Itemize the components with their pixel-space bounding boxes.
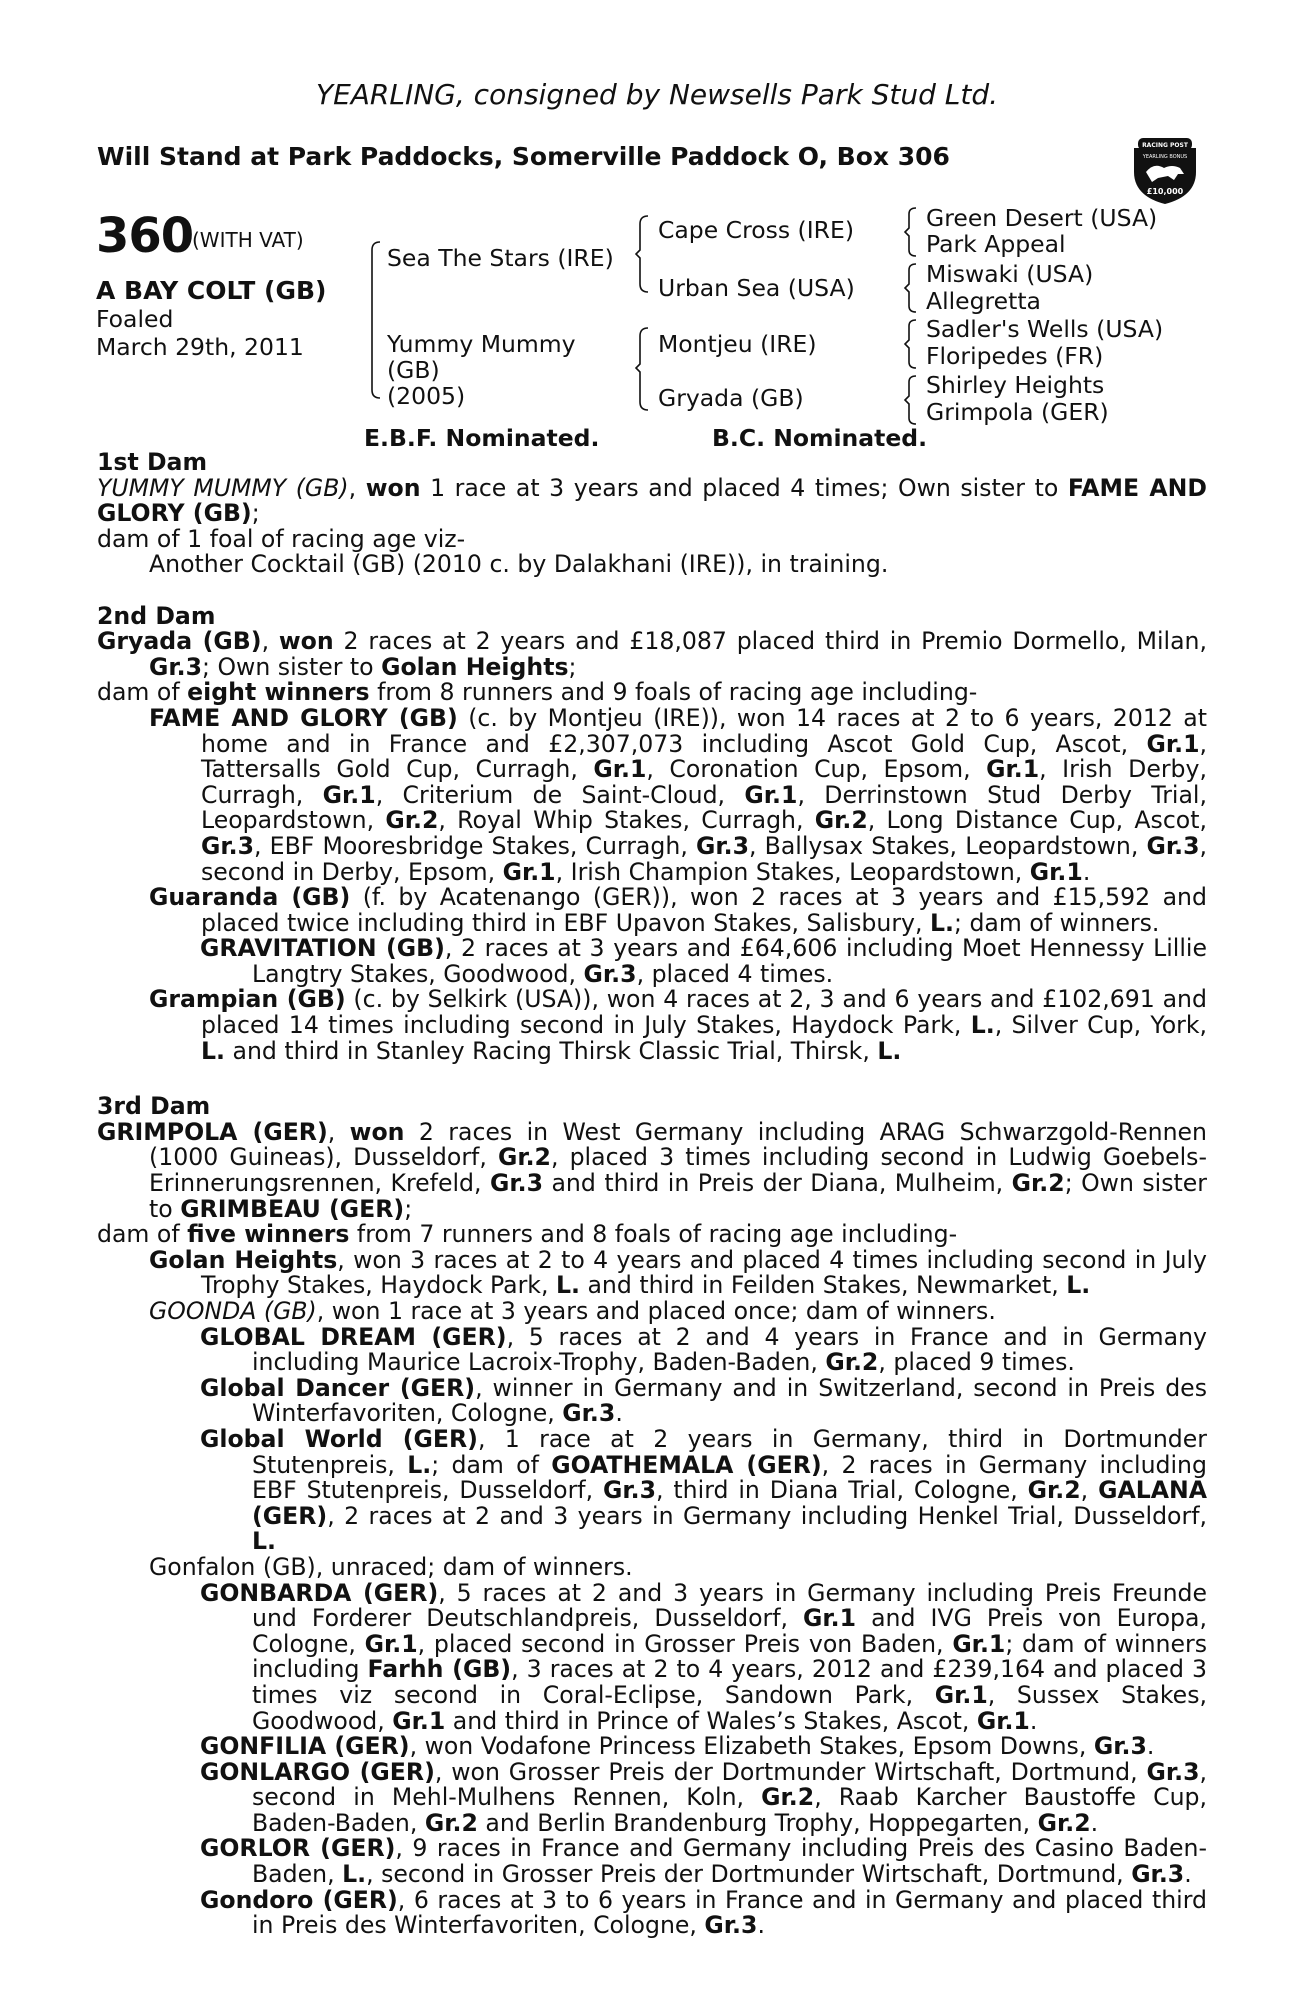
- badge-amount-text: £10,000: [1146, 187, 1184, 196]
- g2-bracket: [902, 262, 918, 314]
- produce-gonlargo: GONLARGO (GER), won Grosser Preis der Dortmunder Wirtschaft, Dortmund, Gr.3, second in Mehl-Mulhens Rennen, Koln, Gr.2, Raab Karcher Baustoffe Cup, Baden-Baden, Gr.2 and Berlin Brandenburg Trophy, Hoppegarten, Gr.2.: [200, 1757, 1207, 1837]
- pedigree-sire-dam: Urban Sea (USA): [658, 274, 855, 302]
- produce-fame-and-glory: FAME AND GLORY (GB) (c. by Montjeu (IRE)), won 14 races at 2 to 6 years, 2012 at home and in France and £2,307,073 including Ascot Gold Cup, Ascot, Gr.1, Tattersalls Gold Cup, Curragh, Gr.1, Coronation Cup, Epsom, Gr.1, Irish Derby, Curragh, Gr.1, Criterium de Saint-Cloud, Gr.1, Derrinstown Stud Derby Trial, Leopardstown, Gr.2, Royal Whip Stakes, Curragh, Gr.2, Long Distance Cup, Ascot, Gr.3, EBF Mooresbridge Stakes, Curragh, Gr.3, Ballysax Stakes, Leopardstown, Gr.3, second in Derby, Epsom, Gr.1, Irish Champion Stakes, Leopardstown, Gr.1.: [149, 703, 1207, 886]
- stand-location: Will Stand at Park Paddocks, Somerville Paddock O, Box 306: [97, 142, 950, 171]
- third-dam-foals: dam of five winners from 7 runners and 8 foals of racing age including-: [97, 1220, 958, 1249]
- first-dam-entry: YUMMY MUMMY (GB), won 1 race at 3 years and placed 4 times; Own sister to FAME AND GLORY (GB);: [97, 473, 1207, 528]
- produce-global-dream: GLOBAL DREAM (GER), 5 races at 2 and 4 years in France and in Germany including Maurice Lacroix-Trophy, Baden-Baden, Gr.2, placed 9 times.: [200, 1322, 1207, 1377]
- pedigree-gen3-6: Floripedes (FR): [926, 342, 1104, 370]
- produce-gondoro: Gondoro (GER), 6 races at 3 to 6 years in France and in Germany and placed third in Preis des Winterfavoriten, Cologne, Gr.3.: [200, 1885, 1207, 1940]
- pedigree-gen3-2: Park Appeal: [926, 230, 1066, 258]
- pedigree-gen3-5: Sadler's Wells (USA): [926, 315, 1164, 343]
- produce-goonda: GOONDA (GB), won 1 race at 3 years and placed once; dam of winners.: [149, 1297, 996, 1325]
- produce-gorlor: GORLOR (GER), 9 races in France and Germany including Preis des Casino Baden-Baden, L., second in Grosser Preis der Dortmunder Wirtschaft, Dortmund, Gr.3.: [200, 1834, 1207, 1889]
- produce-another-cocktail: Another Cocktail (GB) (2010 c. by Dalakhani (IRE)), in training.: [149, 550, 889, 579]
- lot-number: 360: [96, 208, 194, 264]
- produce-golan-heights: Golan Heights, won 3 races at 2 to 4 years and placed 4 times including second in July Trophy Stakes, Haydock Park, L. and third in Feilden Stakes, Newmarket, L.: [149, 1245, 1208, 1300]
- pedigree-gen3-4: Allegretta: [926, 287, 1041, 315]
- badge-mid-text: YEARLING BONUS: [1142, 154, 1188, 160]
- pedigree-gen3-3: Miswaki (USA): [926, 260, 1094, 288]
- produce-gonfilia: GONFILIA (GER), won Vodafone Princess Elizabeth Stakes, Epsom Downs, Gr.3.: [200, 1732, 1155, 1761]
- produce-grampian: Grampian (GB) (c. by Selkirk (USA)), won 4 races at 2, 3 and 6 years and £102,691 and placed 14 times including second in July Stakes, Haydock Park, L., Silver Cup, York, L. and third in Stanley Racing Thirsk Classic Trial, Thirsk, L.: [149, 985, 1207, 1065]
- dam-parents-bracket: [634, 326, 650, 412]
- pedigree-gen3-7: Shirley Heights: [926, 371, 1105, 399]
- badge-top-text: RACING POST: [1142, 142, 1188, 149]
- produce-global-dancer: Global Dancer (GER), winner in Germany and in Switzerland, second in Preis des Winterfavoriten, Cologne, Gr.3.: [200, 1373, 1207, 1428]
- pedigree-dam-year: (2005): [387, 382, 466, 410]
- produce-gravitation: GRAVITATION (GB), 2 races at 3 years and £64,606 including Moet Hennessy Lillie Langtry Stakes, Goodwood, Gr.3, placed 4 times.: [200, 934, 1207, 988]
- pedigree-sire-sire: Cape Cross (IRE): [658, 216, 854, 244]
- pedigree-dam-dam: Gryada (GB): [658, 384, 804, 412]
- produce-record: [97, 450, 1207, 1939]
- pedigree-gen3-8: Grimpola (GER): [926, 398, 1109, 426]
- sire-dam-bracket: [366, 240, 382, 400]
- sire-parents-bracket: [634, 214, 650, 294]
- second-dam-foals: dam of eight winners from 8 runners and 9 foals of racing age including-: [97, 678, 978, 707]
- pedigree-dam-origin: (GB): [387, 356, 440, 384]
- third-dam-heading: 3rd Dam: [97, 1092, 211, 1121]
- bc-nominated: B.C. Nominated.: [712, 424, 928, 452]
- second-dam-entry: Gryada (GB), won 2 races at 2 years and £18,087 placed third in Premio Dormello, Milan, Gr.3; Own sister to Golan Heights;: [97, 627, 1208, 681]
- consignment-line: YEARLING, consigned by Newsells Park Stud Ltd.: [315, 78, 999, 111]
- pedigree-dam-name: Yummy Mummy: [387, 330, 576, 358]
- first-dam-foals: dam of 1 foal of racing age viz-: [97, 524, 466, 553]
- pedigree-dam-sire: Montjeu (IRE): [658, 330, 817, 358]
- g1-bracket: [902, 206, 918, 258]
- second-dam-heading: 2nd Dam: [97, 601, 216, 630]
- yearling-bonus-badge-icon: [1128, 128, 1202, 208]
- vat-note: (WITH VAT): [192, 228, 304, 252]
- third-dam-entry: GRIMPOLA (GER), won 2 races in West Germany including ARAG Schwarzgold-Rennen (1000 Guineas), Dusseldorf, Gr.2, placed 3 times including second in Ludwig Goebels-Erinnerungsrennen, Krefeld, Gr.3 and third in Preis der Diana, Mulheim, Gr.2; Own sister to GRIMBEAU (GER);: [97, 1117, 1207, 1223]
- produce-gonbarda: GONBARDA (GER), 5 races at 2 and 3 years in Germany including Preis Freunde und Forderer Deutschlandpreis, Dusseldorf, Gr.1 and IVG Preis von Europa, Cologne, Gr.1, placed second in Grosser Preis von Baden, Gr.1; dam of winners including Farhh (GB), 3 races at 2 to 4 years, 2012 and £239,164 and placed 3 times viz second in Coral-Eclipse, Sandown Park, Gr.1, Sussex Stakes, Goodwood, Gr.1 and third in Prince of Wales’s Stakes, Ascot, Gr.1.: [200, 1578, 1208, 1735]
- first-dam-heading: 1st Dam: [97, 448, 208, 476]
- foaled-date: March 29th, 2011: [96, 333, 304, 361]
- lot-title: A BAY COLT (GB): [96, 276, 327, 305]
- pedigree-sire: Sea The Stars (IRE): [387, 244, 614, 272]
- produce-guaranda: Guaranda (GB) (f. by Acatenango (GER)), won 2 races at 3 years and £15,592 and placed twice including third in EBF Upavon Stakes, Salisbury, L.; dam of winners.: [149, 883, 1207, 937]
- dam-name: YUMMY MUMMY (GB): [97, 473, 349, 502]
- pedigree-gen3-1: Green Desert (USA): [926, 204, 1158, 232]
- g4-bracket: [902, 374, 918, 426]
- produce-global-world: Global World (GER), 1 race at 2 years in Germany, third in Dortmunder Stutenpreis, L.; dam of GOATHEMALA (GER), 2 races in Germany including EBF Stutenpreis, Dusseldorf, Gr.3, third in Diana Trial, Cologne, Gr.2, GALANA (GER), 2 races at 2 and 3 years in Germany including Henkel Trial, Dusseldorf, L.: [200, 1424, 1208, 1556]
- foaled-label: Foaled: [96, 305, 174, 333]
- produce-gonfalon: Gonfalon (GB), unraced; dam of winners.: [149, 1552, 633, 1581]
- g3-bracket: [902, 318, 918, 370]
- ebf-nominated: E.B.F. Nominated.: [364, 424, 600, 452]
